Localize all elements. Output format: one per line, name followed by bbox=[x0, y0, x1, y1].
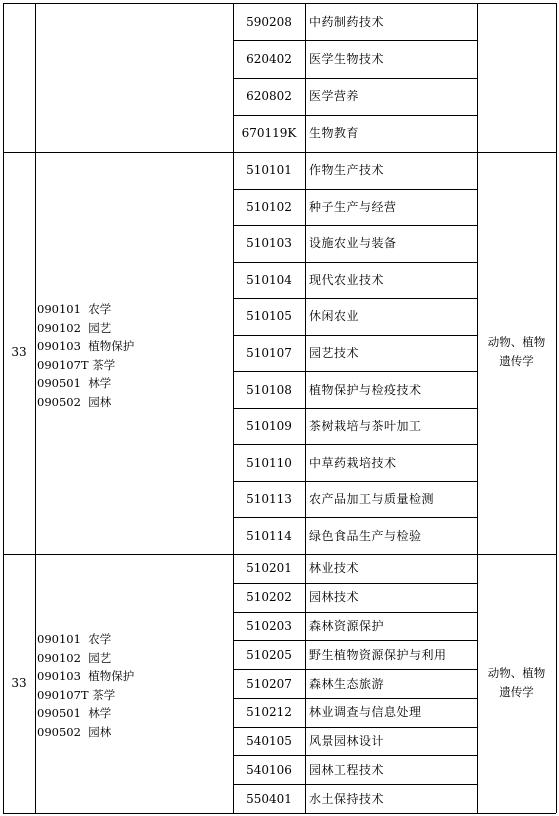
row-border bbox=[233, 583, 477, 584]
row-name: 林业调查与信息处理 bbox=[309, 705, 422, 719]
column-border-5 bbox=[556, 3, 557, 813]
undergrad-majors bbox=[37, 630, 231, 741]
exam-subject: 动物、植物 遗传学 bbox=[487, 335, 546, 368]
row-border bbox=[233, 640, 477, 641]
undergrad-major-item: 090101 农学 bbox=[37, 302, 112, 316]
section-border bbox=[3, 152, 556, 153]
exam-subject: 动物、植物 遗传学 bbox=[487, 666, 546, 699]
row-name: 设施农业与装备 bbox=[309, 236, 397, 250]
row-code: 620402 bbox=[246, 52, 292, 66]
row-border bbox=[233, 78, 477, 79]
section-border bbox=[3, 813, 556, 814]
row-name: 森林生态旅游 bbox=[309, 677, 385, 691]
row-border bbox=[233, 755, 477, 756]
row-name: 中草药栽培技术 bbox=[309, 456, 397, 470]
row-name: 绿色食品生产与检验 bbox=[309, 529, 422, 543]
row-name: 中药制药技术 bbox=[309, 15, 385, 29]
row-name: 现代农业技术 bbox=[309, 273, 385, 287]
row-border bbox=[233, 371, 477, 372]
row-code: 620802 bbox=[246, 89, 292, 103]
row-name: 休闲农业 bbox=[309, 309, 360, 323]
row-name: 水土保持技术 bbox=[309, 792, 385, 806]
undergrad-major-item: 090103 植物保护 bbox=[37, 339, 135, 353]
section-number: 33 bbox=[11, 676, 27, 690]
undergrad-major-item: 090107T 茶学 bbox=[37, 687, 116, 702]
row-name: 医学营养 bbox=[309, 89, 360, 103]
row-name: 风景园林设计 bbox=[309, 734, 385, 748]
row-code: 540105 bbox=[246, 734, 292, 748]
undergrad-major-item: 090502 园林 bbox=[37, 394, 112, 409]
row-code: 510205 bbox=[246, 648, 292, 662]
row-border bbox=[233, 298, 477, 299]
row-border bbox=[233, 262, 477, 263]
row-code: 510202 bbox=[246, 590, 292, 604]
section-border bbox=[3, 554, 556, 555]
row-name: 茶树栽培与茶叶加工 bbox=[309, 419, 422, 433]
undergrad-major-item: 090101 农学 bbox=[37, 632, 112, 646]
row-border bbox=[233, 612, 477, 613]
row-code: 510113 bbox=[246, 492, 292, 506]
row-code: 510104 bbox=[246, 273, 292, 287]
row-border bbox=[233, 698, 477, 699]
undergrad-major-item: 090502 园林 bbox=[37, 724, 112, 739]
row-code: 510110 bbox=[246, 456, 292, 470]
undergrad-major-item: 090107T 茶学 bbox=[37, 357, 116, 372]
row-border bbox=[233, 727, 477, 728]
row-name: 林业技术 bbox=[309, 561, 360, 575]
row-name: 园林工程技术 bbox=[309, 763, 385, 777]
row-border bbox=[233, 225, 477, 226]
row-code: 510108 bbox=[246, 383, 292, 397]
row-code: 510103 bbox=[246, 236, 292, 250]
column-border-0 bbox=[3, 3, 4, 813]
undergrad-major-item: 090102 园艺 bbox=[37, 650, 112, 665]
row-border bbox=[233, 335, 477, 336]
row-border bbox=[233, 115, 477, 116]
undergrad-major-item: 090102 园艺 bbox=[37, 320, 112, 335]
row-name: 生物教育 bbox=[309, 126, 360, 140]
row-code: 670119K bbox=[241, 126, 297, 140]
row-code: 510201 bbox=[246, 561, 292, 575]
row-code: 540106 bbox=[246, 763, 292, 777]
row-name: 园艺技术 bbox=[309, 346, 360, 360]
row-border bbox=[233, 481, 477, 482]
row-border bbox=[233, 40, 477, 41]
row-name: 种子生产与经营 bbox=[309, 200, 397, 214]
row-name: 医学生物技术 bbox=[309, 52, 385, 66]
row-code: 590208 bbox=[246, 15, 292, 29]
row-name: 野生植物资源保护与利用 bbox=[309, 648, 447, 662]
row-border bbox=[233, 669, 477, 670]
row-code: 510105 bbox=[246, 309, 292, 323]
row-code: 510114 bbox=[246, 529, 292, 543]
row-name: 园林技术 bbox=[309, 590, 360, 604]
row-name: 作物生产技术 bbox=[309, 163, 385, 177]
undergrad-major-item: 090501 林学 bbox=[37, 706, 112, 720]
row-name: 森林资源保护 bbox=[309, 619, 385, 633]
undergrad-major-item: 090103 植物保护 bbox=[37, 669, 135, 683]
row-border bbox=[233, 517, 477, 518]
row-code: 510212 bbox=[246, 705, 292, 719]
row-border bbox=[233, 784, 477, 785]
row-code: 510109 bbox=[246, 419, 292, 433]
section-number: 33 bbox=[11, 345, 27, 359]
row-border bbox=[233, 408, 477, 409]
row-border bbox=[233, 189, 477, 190]
undergrad-major-item: 090501 林学 bbox=[37, 376, 112, 390]
row-border bbox=[233, 444, 477, 445]
row-code: 510101 bbox=[246, 163, 292, 177]
row-name: 植物保护与检疫技术 bbox=[309, 383, 422, 397]
row-code: 510203 bbox=[246, 619, 292, 633]
row-code: 510107 bbox=[246, 346, 292, 360]
table-top-border bbox=[3, 3, 556, 4]
row-code: 550401 bbox=[246, 792, 292, 806]
row-code: 510102 bbox=[246, 200, 292, 214]
column-border-1 bbox=[35, 3, 36, 813]
undergrad-majors bbox=[37, 300, 231, 411]
row-code: 510207 bbox=[246, 677, 292, 691]
row-name: 农产品加工与质量检测 bbox=[309, 492, 435, 506]
